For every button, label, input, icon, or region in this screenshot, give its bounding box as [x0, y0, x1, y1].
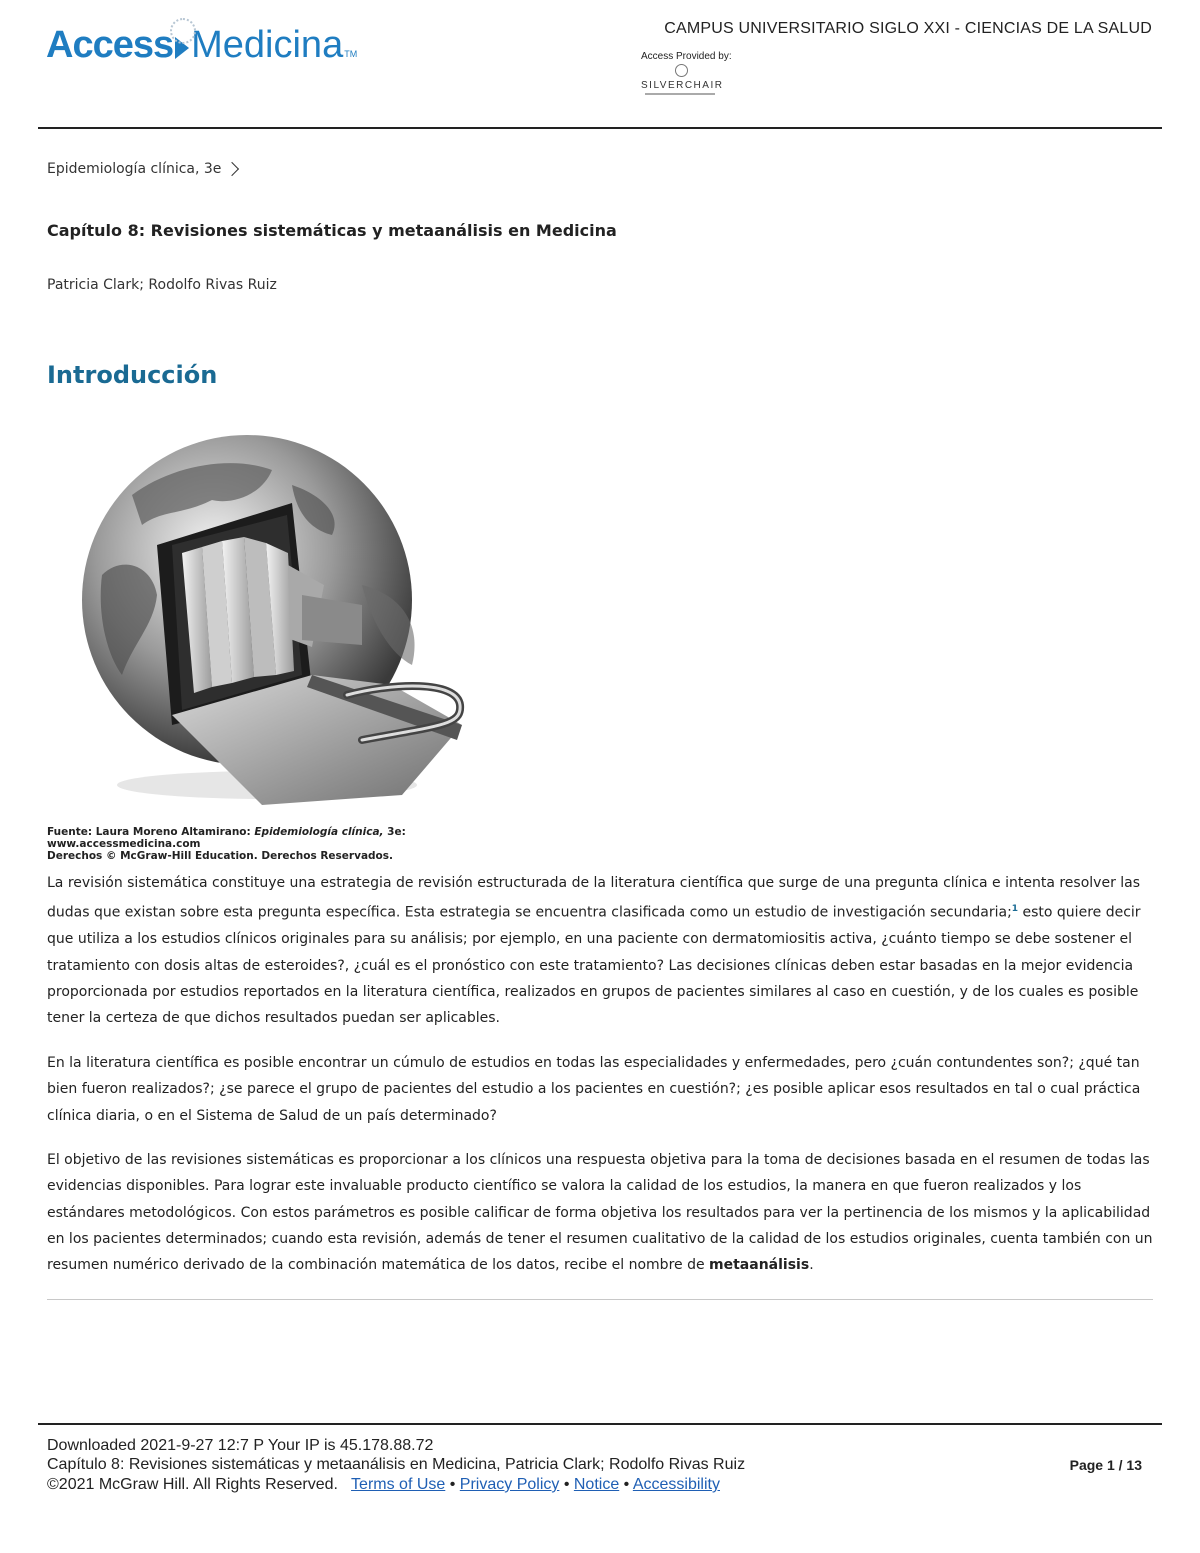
paragraph-1 [47, 870, 1153, 1031]
paragraph-3-text: El objetivo de las revisiones sistemáticas es proporcionar a los clínicos una respuesta objetiva para la toma de decisiones basada en el resumen de todas las evidencias disponibles. Para lograr este invaluable producto científico se valora la calidad de los estudios, la manera en que fueron realizados y los estándares metodológicos. Con estos parámetros es posible calificar de forma objetiva los resultados para ver la pertinencia de los mismos y la aplicabilidad en los pacientes determinados; cuando esta revisión, además de tener el resumen cualitativo de la calidad de los estudios originales, cuenta también con un resumen numérico derivado de la combinación matemática de los datos, recibe el nombre de [47, 1152, 1153, 1274]
paragraph-3 [47, 1147, 1153, 1278]
content-end-divider [47, 1299, 1153, 1300]
terms-of-use-link[interactable]: Terms of Use [351, 1476, 446, 1493]
reference-1-link[interactable]: 1 [1011, 904, 1019, 915]
silverchair-icon [675, 64, 688, 77]
chapter-title: Capítulo 8: Revisiones sistemáticas y metaanálisis en Medicina [47, 221, 617, 240]
chapter-authors: Patricia Clark; Rodolfo Rivas Ruiz [47, 277, 277, 293]
caption-rights: Derechos © McGraw-Hill Education. Derechos Reservados. [47, 850, 393, 862]
paragraph-3-end: . [809, 1257, 814, 1274]
header-divider [38, 127, 1162, 129]
term-metaanalisis: metaanálisis [709, 1257, 810, 1274]
section-heading: Introducción [47, 361, 218, 389]
paragraph-1-text-b: esto quiere decir que utiliza a los estudios clínicos originales para su análisis; por ejemplo, en una paciente con dermatomiositis activa, ¿cuánto tiempo se debe sostener el tratamiento con dosis altas de esteroides?, ¿cuál es el pronóstico con este tratamiento? Las decisiones clínicas deben estar basadas en la mejor evidencia proporcionada por estudios reportados en la literatura científica, realizados en grupos de pacientes similares al caso en cuestión, y de los cuales es posible tener la certeza de que dichos resultados puedan ser aplicables. [47, 904, 1141, 1027]
provider-tagline-bar [645, 93, 715, 95]
logo-trademark: TM [344, 49, 358, 59]
footer-divider [38, 1423, 1162, 1425]
copyright: ©2021 McGraw Hill. All Rights Reserved. [47, 1476, 338, 1493]
breadcrumb-book[interactable]: Epidemiología clínica, 3e [47, 161, 222, 177]
institution-name: CAMPUS UNIVERSITARIO SIGLO XXI - CIENCIAS DE LA SALUD [664, 20, 1152, 37]
logo-access-text: Access [46, 24, 174, 66]
logo-globe-icon [170, 18, 196, 44]
accessibility-link[interactable]: Accessibility [632, 1476, 720, 1493]
paragraph-2: En la literatura científica es posible encontrar un cúmulo de estudios en todas las especialidades y enfermedades, pero ¿cuán contundentes son?; ¿qué tan bien fueron realizados?; ¿se parece el grupo de pacientes del estudio a los pacientes en cuestión?; ¿es posible aplicar esos resultados en tal o cual práctica clínica diaria, o en el Sistema de Salud de un país determinado? [47, 1055, 1141, 1124]
footer-legal [47, 1476, 720, 1494]
link-separator: • [445, 1476, 460, 1493]
paragraph-1-text-a: La revisión sistemática constituye una estrategia de revisión estructurada de la literatura científica que surge de una pregunta clínica e intenta resolver las dudas que existan sobre esta pregunta específica. Esta estrategia se encuentra clasificada como un estudio de investigación secundaria; [47, 875, 1141, 921]
chapter-illustration-globe-drawer [62, 425, 472, 810]
privacy-policy-link[interactable]: Privacy Policy [459, 1476, 560, 1493]
notice-link[interactable]: Notice [573, 1476, 620, 1493]
caption-book: Epidemiología clínica, [254, 826, 384, 838]
chevron-right-icon [225, 162, 239, 176]
caption-source: Fuente: Laura Moreno Altamirano: [47, 826, 255, 838]
page-number: Page 1 / 13 [1069, 1457, 1142, 1473]
figure-caption [47, 826, 406, 862]
download-info: Downloaded 2021-9-27 12:7 P Your IP is 45.178.88.72 [47, 1437, 434, 1454]
caption-url: www.accessmedicina.com [47, 838, 201, 850]
accessmedicina-logo[interactable] [46, 24, 357, 67]
caption-edition: 3e: [383, 826, 406, 838]
breadcrumb[interactable] [47, 161, 237, 177]
logo-medicina-text: Medicina [191, 24, 344, 66]
provider-logo: SILVERCHAIR [641, 80, 724, 91]
link-separator: • [619, 1476, 633, 1493]
link-separator: • [559, 1476, 574, 1493]
access-provided-label: Access Provided by: [641, 51, 732, 62]
footer-chapter-line: Capítulo 8: Revisiones sistemáticas y metaanálisis en Medicina, Patricia Clark; Rodolfo Rivas Ruiz [47, 1456, 746, 1473]
